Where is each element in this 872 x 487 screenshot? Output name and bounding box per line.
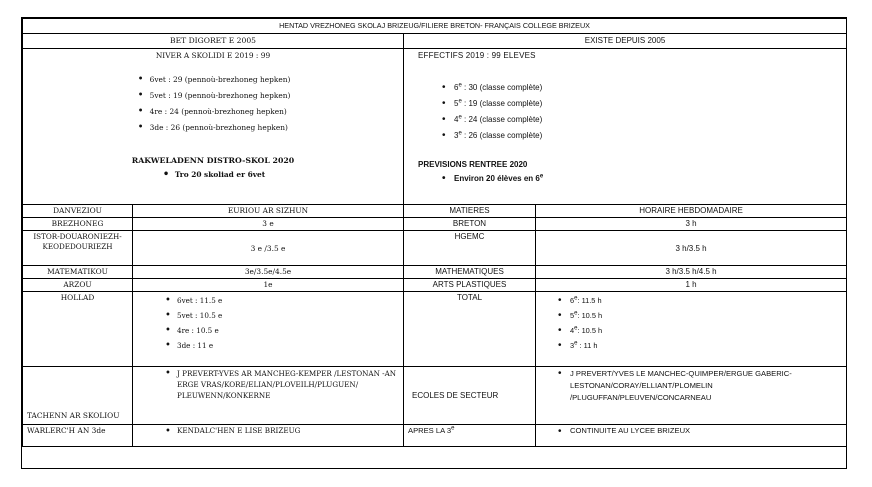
level-sup: e <box>458 98 462 105</box>
list-item <box>440 172 840 186</box>
subject-breton-br: BREZHONEG <box>23 218 133 231</box>
hours-breton-br: 3 e <box>133 218 404 231</box>
level-text: 6 <box>570 296 575 305</box>
hours-arts-fr: 1 h <box>536 279 847 292</box>
list-item: • J PREVERT-YVES AR MANCHEG-KEMPER /LESTONAN -AN ERGE VRAS/KORE/ELIAN/PLOVEILH/PLUGUEN/ PLEUWENN/KONKERNE <box>163 368 399 401</box>
list-item: • 3de : 26 (pennoù-brezhoneg hepken) <box>136 120 291 136</box>
hours-text: : 10.5 h <box>577 326 603 335</box>
level-text: 5 <box>570 311 575 320</box>
total-hours-fr-cell <box>536 292 847 367</box>
after-label-sup: e <box>451 425 455 432</box>
niver-list <box>136 72 291 136</box>
list-item: • 6vet : 29 (pennoù-brezhoneg hepken) <box>136 72 291 88</box>
list-item: • 6vet : 11.5 e <box>163 293 399 308</box>
list-item <box>440 128 840 144</box>
schools-fr-cell <box>536 367 847 425</box>
total-label-fr: TOTAL <box>404 292 536 367</box>
subject-arts-fr: ARTS PLASTIQUES <box>404 279 536 292</box>
count-text: : 26 (classe complète) <box>461 131 543 140</box>
after-label-br: WARLERC'H AN 3de <box>23 425 133 447</box>
count-text: : 19 (classe complète) <box>461 99 543 108</box>
subject-arts-br: ARZOU <box>23 279 133 292</box>
after-fr-cell <box>536 425 847 447</box>
level-text: 5 <box>454 99 459 108</box>
schools-br-cell <box>133 367 404 425</box>
level-text: 4 <box>454 115 459 124</box>
effectifs-list <box>410 80 840 144</box>
prev-title: PREVISIONS RENTREE 2020 <box>418 160 528 169</box>
main-table <box>22 18 847 447</box>
after-br-cell <box>133 425 404 447</box>
rak-list <box>161 168 265 182</box>
hours-breton-fr: 3 h <box>536 218 847 231</box>
left-subheader: BET DIGORET E 2005 <box>23 34 404 49</box>
list-item: • Tro 20 skoliad er 6vet <box>161 168 265 182</box>
schools-fr-list <box>556 368 842 404</box>
document-title: HENTAD VREZHONEG SKOLAJ BRIZEUG/FILIERE BRETON- FRANÇAIS COLLEGE BRIZEUX <box>23 19 847 34</box>
rak-title: RAKWELADENN DISTRO-SKOL 2020 <box>131 156 295 165</box>
french-info-cell <box>404 49 847 205</box>
level-sup: e <box>574 325 578 332</box>
list-item: • J PREVERT/YVES LE MANCHEC-QUIMPER/ERGUE GABERIC-LESTONAN/CORAY/ELLIANT/PLOMELIN /PLUGUFFAN/PLEUVEN/CONCARNEAU <box>556 368 842 404</box>
hours-text: : 11.5 h <box>577 296 602 305</box>
level-sup: e <box>574 340 578 347</box>
prev-list <box>410 172 840 186</box>
col-head-matieres: MATIERES <box>404 205 536 218</box>
subject-history-fr: HGEMC <box>404 231 536 266</box>
total-hours-br-list <box>163 293 399 353</box>
list-item <box>556 323 842 338</box>
level-sup: e <box>458 82 462 89</box>
document-table <box>21 17 847 469</box>
total-label-br: HOLLAD <box>23 292 133 367</box>
right-subheader: EXISTE DEPUIS 2005 <box>404 34 847 49</box>
level-sup: e <box>574 310 578 317</box>
prev-sup: e <box>539 173 544 180</box>
level-sup: e <box>574 295 578 302</box>
hours-math-fr: 3 h/3.5 h/4.5 h <box>536 266 847 279</box>
count-text: : 24 (classe complète) <box>461 115 543 124</box>
total-hours-br-cell <box>133 292 404 367</box>
schools-br-list <box>163 368 399 401</box>
level-sup: e <box>458 130 462 137</box>
level-text: 3 <box>570 341 575 350</box>
subject-breton-fr: BRETON <box>404 218 536 231</box>
hours-history-br: 3 e /3.5 e <box>133 231 404 266</box>
effectifs-line: EFFECTIFS 2019 : 99 ELEVES <box>418 51 536 60</box>
niver-line: NIVER A SKOLIDI E 2019 : 99 <box>155 51 271 60</box>
subject-math-br: MATEMATIKOU <box>23 266 133 279</box>
list-item: • 4re : 24 (pennoù-brezhoneg hepken) <box>136 104 291 120</box>
list-item: • KENDALC'HEN E LISE BRIZEUG <box>163 426 399 435</box>
list-item <box>440 96 840 112</box>
level-text: 3 <box>454 131 459 140</box>
level-text: 4 <box>570 326 575 335</box>
list-item <box>556 338 842 353</box>
level-text: 6 <box>454 83 459 92</box>
list-item: • 3de : 11 e <box>163 338 399 353</box>
col-head-horaire: HORAIRE HEBDOMADAIRE <box>536 205 847 218</box>
prev-text: Environ 20 élèves en 6 <box>454 174 540 183</box>
after-fr-list <box>556 426 842 435</box>
list-item: • 4re : 10.5 e <box>163 323 399 338</box>
list-item <box>440 80 840 96</box>
schools-label-br: TACHENN AR SKOLIOU <box>23 367 133 425</box>
level-sup: e <box>458 114 462 121</box>
list-item: • 5vet : 10.5 e <box>163 308 399 323</box>
list-item <box>556 308 842 323</box>
col-head-danveziou: DANVEZIOU <box>23 205 133 218</box>
hours-text: : 10.5 h <box>577 311 603 320</box>
hours-text: : 11 h <box>577 341 598 350</box>
list-item: • CONTINUITE AU LYCEE BRIZEUX <box>556 426 842 435</box>
list-item <box>556 293 842 308</box>
col-head-euriou: EURIOU AR SIZHUN <box>133 205 404 218</box>
list-item: • 5vet : 19 (pennoù-brezhoneg hepken) <box>136 88 291 104</box>
list-item <box>440 112 840 128</box>
after-br-list <box>163 426 399 435</box>
total-hours-fr-list <box>556 293 842 353</box>
hours-history-fr: 3 h/3.5 h <box>536 231 847 266</box>
schools-label-fr: ECOLES DE SECTEUR <box>404 367 536 425</box>
after-label-fr <box>404 425 536 447</box>
subject-history-br: ISTOR-DOUARONIEZH-KEODEDOURIEZH <box>23 231 133 266</box>
subject-math-fr: MATHEMATIQUES <box>404 266 536 279</box>
after-label-text: APRES LA 3 <box>408 426 452 435</box>
count-text: : 30 (classe complète) <box>461 83 543 92</box>
hours-arts-br: 1e <box>133 279 404 292</box>
hours-math-br: 3e/3.5e/4.5e <box>133 266 404 279</box>
breton-info-cell <box>23 49 404 205</box>
